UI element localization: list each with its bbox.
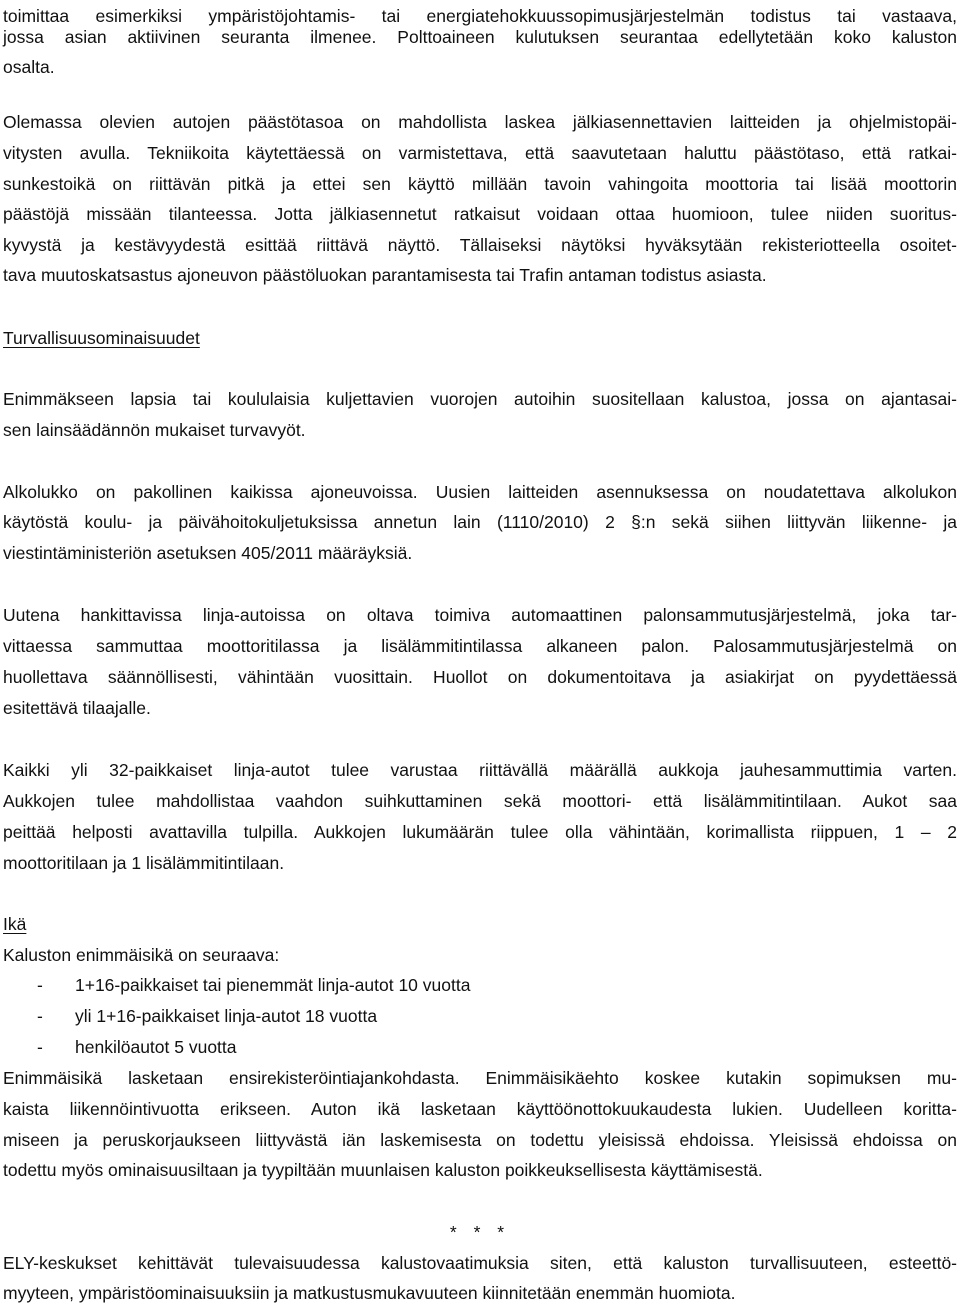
paragraph-line: kyvystä ja kestävyydestä esittää riittävä näyttö. Tällaiseksi näytöksi hyväksytään rekisteriotteella osoitet- [3, 235, 957, 255]
paragraph-line: Enimmäkseen lapsia tai koululaisia kuljettavien vuorojen autoihin suositellaan kalustoa, jossa on ajantasai- [3, 389, 957, 409]
paragraph-line: Uutena hankittavissa linja-autoissa on oltava toimiva automaattinen palonsammutusjärjestelmä, joka tar- [3, 605, 957, 625]
paragraph-line: moottoritilaan ja 1 lisälämmitintilaan. [3, 853, 285, 873]
age-intro: Kaluston enimmäisikä on seuraava: [3, 945, 280, 965]
list-item-text: 1+16-paikkaiset tai pienemmät linja-autot 10 vuotta [75, 975, 471, 995]
paragraph-line: osalta. [3, 57, 55, 77]
paragraph-line: esitettävä tilaajalle. [3, 698, 151, 718]
paragraph-line: viestintäministeriön asetuksen 405/2011 määräyksiä. [3, 543, 413, 563]
list-dash: - [37, 1037, 43, 1057]
paragraph-line: vitysten avulla. Tekniikoita käytettäessä on varmistettava, että saavutetaan haluttu päästötaso, että ratkai- [3, 143, 957, 163]
paragraph-line: päästöjä missään tilanteessa. Jotta jälkiasennetut ratkaisut voidaan ottaa huomioon, tulee niiden suoritus- [3, 204, 957, 224]
paragraph-line: vittaessa sammuttaa moottoritilassa ja lisälämmitintilassa alkaneen palon. Palosammutusjärjestelmä on [3, 636, 957, 656]
paragraph-line: miseen ja peruskorjaukseen liittyvästä iän laskemisesta on todettu yleisissä ehdoissa. Yleisissä ehdoissa on [3, 1130, 957, 1150]
paragraph-line: sunkestoikä on riittävän pitkä ja ettei sen käyttö millään tavoin vahingoita moottoria tai lisää moottorin [3, 174, 957, 194]
paragraph-line: Olemassa olevien autojen päästötasoa on mahdollista laskea jälkiasennettavien laitteiden ja ohjelmistopäi- [3, 112, 957, 132]
paragraph-line: kaista liikennöintivuotta erikseen. Auton ikä lasketaan käyttöönottokuukaudesta lukien. Uudelleen koritta- [3, 1099, 957, 1119]
list-item-text: henkilöautot 5 vuotta [75, 1037, 237, 1057]
section-heading-age: Ikä [3, 914, 27, 934]
paragraph-line: todettu myös ominaisuusiltaan ja tyypiltään muunlaisen kaluston poikkeuksellisesta käyttämisestä. [3, 1160, 763, 1180]
paragraph-line: tava muutoskatsastus ajoneuvon päästöluokan parantamisesta tai Trafin antaman todistus asiasta. [3, 265, 767, 285]
paragraph-line: sen lainsäädännön mukaiset turvavyöt. [3, 420, 306, 440]
list-dash: - [37, 1006, 43, 1026]
paragraph-line: huollettava säännöllisesti, vähintään vuosittain. Huollot on dokumentoitava ja asiakirjat on pyydettäessä [3, 667, 957, 687]
paragraph-line: peittää helposti avattavilla tulpilla. Aukkojen lukumäärän tulee olla vähintään, korimallista riippuen, 1 – 2 [3, 822, 957, 842]
paragraph-line: Alkolukko on pakollinen kaikissa ajoneuvoissa. Uusien laitteiden asennuksessa on noudatettava alkolukon [3, 482, 957, 502]
paragraph-line: Aukkojen tulee mahdollistaa vaahdon suihkuttaminen sekä moottori- että lisälämmitintilaan. Aukot saa [3, 791, 957, 811]
paragraph-line: Kaikki yli 32-paikkaiset linja-autot tulee varustaa riittävällä määrällä aukkoja jauhesammuttimia varten. [3, 760, 957, 780]
paragraph-line: Enimmäisikä lasketaan ensirekisteröintiajankohdasta. Enimmäisikäehto koskee kutakin sopimuksen mu- [3, 1068, 957, 1088]
paragraph-line: ELY-keskukset kehittävät tulevaisuudessa kalustovaatimuksia siten, että kaluston turvallisuuteen, esteettö- [3, 1253, 957, 1273]
paragraph-line: myyteen, ympäristöominaisuuksiin ja matkustusmukavuuteen kiinnitetään enemmän huomiota. [3, 1283, 736, 1303]
section-separator: * * * [449, 1222, 511, 1242]
paragraph-line: käytöstä koulu- ja päivähoitokuljetuksissa annetun lain (1110/2010) 2 §:n sekä siihen liittyvän liikenne- ja [3, 512, 957, 532]
section-heading-safety: Turvallisuusominaisuudet [3, 328, 200, 348]
paragraph-line: toimittaa esimerkiksi ympäristöjohtamis- tai energiatehokkuussopimusjärjestelmän todistus tai vastaava, [3, 6, 957, 26]
list-dash: - [37, 975, 43, 995]
list-item-text: yli 1+16-paikkaiset linja-autot 18 vuotta [75, 1006, 378, 1026]
paragraph-line: jossa asian aktiivinen seuranta ilmenee. Polttoaineen kulutuksen seurantaa edellytetään koko kaluston [3, 27, 957, 47]
